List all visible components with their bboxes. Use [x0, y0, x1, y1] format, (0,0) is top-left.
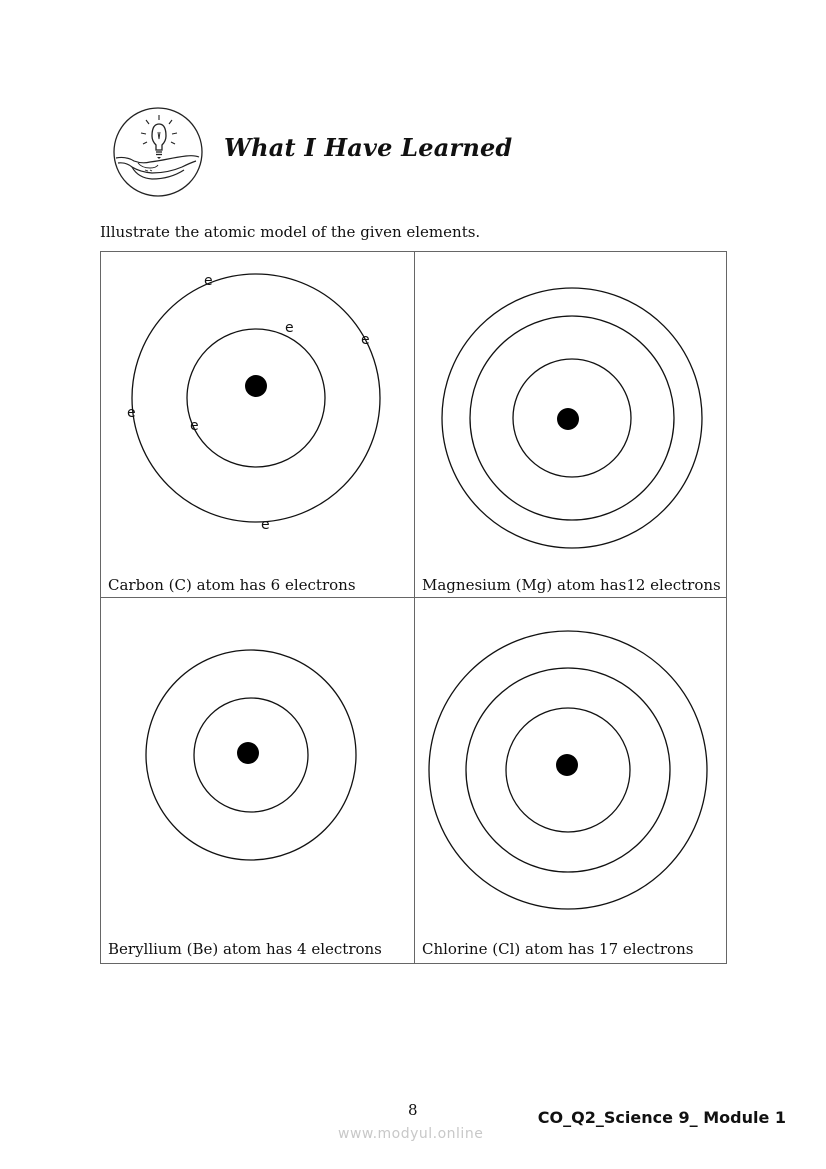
atom-model-table	[100, 251, 727, 964]
magnesium-caption: Magnesium (Mg) atom has12 electrons	[422, 576, 721, 594]
carbon-atom-diagram	[101, 252, 414, 597]
instruction-text: Illustrate the atomic model of the given elements.	[100, 223, 481, 241]
section-title: What I Have Learned	[224, 133, 513, 162]
magnesium-cell	[415, 252, 727, 597]
watermark: www.modyul.online	[338, 1126, 484, 1142]
chlorine-caption: Chlorine (Cl) atom has 17 electrons	[422, 940, 694, 958]
electron-label: e	[190, 418, 199, 434]
chlorine-cell	[415, 598, 727, 963]
magnesium-atom-diagram	[415, 252, 727, 597]
carbon-outer-shell	[132, 274, 380, 522]
electron-label: e	[127, 405, 136, 421]
carbon-cell	[101, 252, 414, 597]
magnesium-nucleus	[557, 408, 579, 430]
module-code: CO_Q2_Science 9_ Module 1	[537, 1108, 786, 1127]
carbon-inner-shell	[187, 329, 325, 467]
beryllium-cell	[101, 598, 414, 963]
beryllium-nucleus	[237, 742, 259, 764]
chlorine-nucleus	[556, 754, 578, 776]
carbon-nucleus	[245, 375, 267, 397]
page-number: 8	[408, 1101, 418, 1119]
lightbulb-in-hand-icon	[112, 106, 204, 198]
chlorine-atom-diagram	[415, 598, 727, 963]
carbon-caption: Carbon (C) atom has 6 electrons	[108, 576, 356, 594]
beryllium-atom-diagram	[101, 598, 414, 963]
electron-label: e	[361, 332, 370, 348]
electron-label: e	[204, 273, 213, 289]
beryllium-caption: Beryllium (Be) atom has 4 electrons	[108, 940, 382, 958]
electron-label: e	[261, 517, 270, 533]
electron-label: e	[285, 320, 294, 336]
